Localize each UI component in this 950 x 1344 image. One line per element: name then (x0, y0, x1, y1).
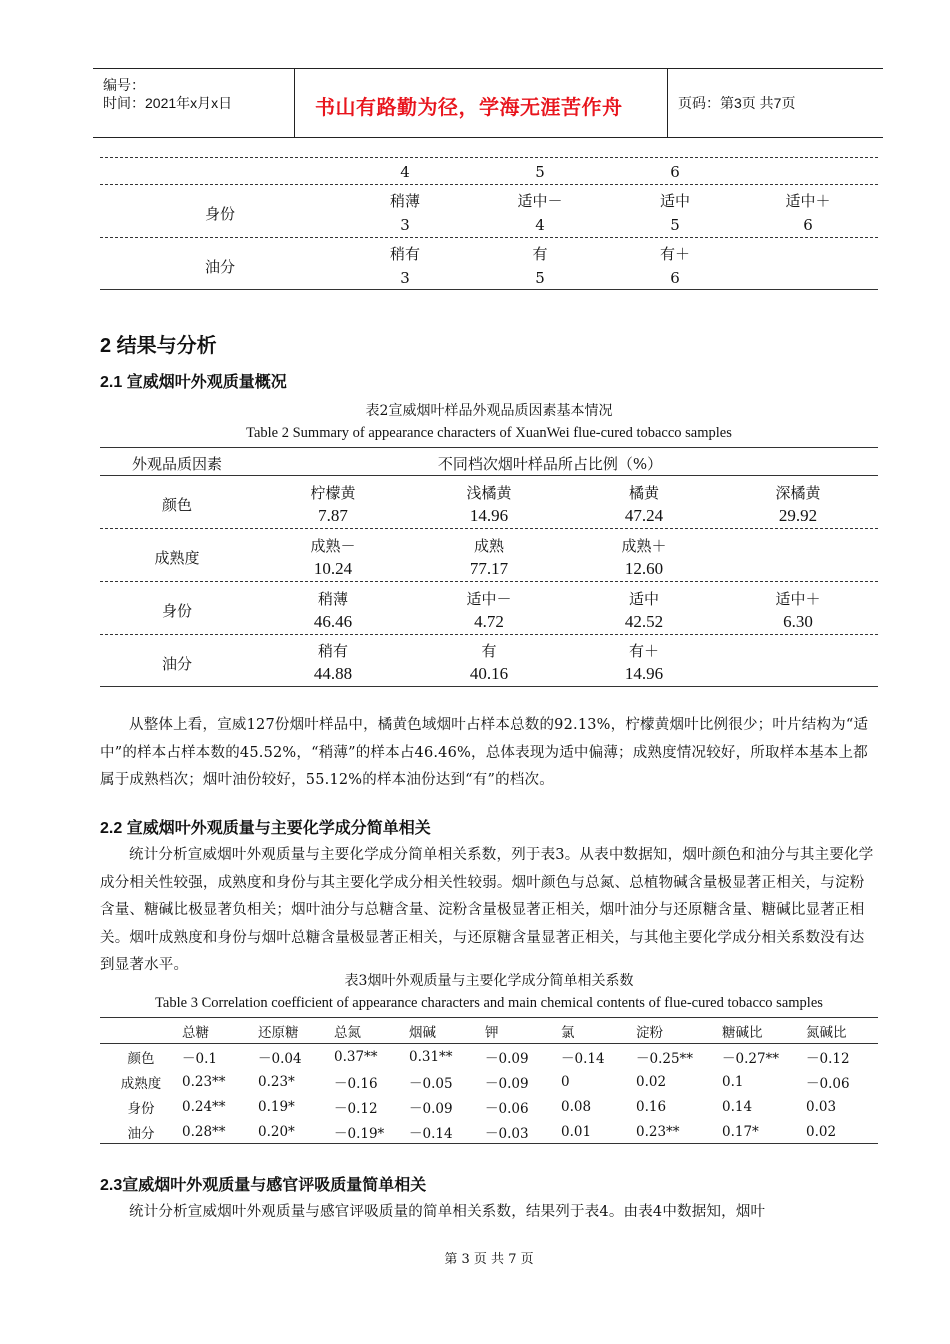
table-cell: 6 (803, 216, 813, 234)
page-header (93, 68, 883, 138)
header-page-cell (668, 69, 882, 137)
table-value: 77.17 (469, 559, 509, 578)
table-top-rule (100, 447, 878, 448)
table-cell: 成熟 (473, 537, 505, 555)
table-cell: 深橘黄 (775, 484, 821, 502)
table-cell: 成熟＋ (621, 537, 667, 555)
table-cell: 有 (532, 245, 548, 263)
table-cell: －0.25** (636, 1050, 694, 1067)
table-cell: 0.03 (806, 1098, 837, 1115)
table-cell: 5 (670, 216, 680, 234)
row-label: 油分 (161, 655, 193, 673)
table-cell: －0.06 (485, 1100, 529, 1117)
table-cell: 0.28** (182, 1123, 226, 1140)
table-cell: －0.06 (806, 1075, 850, 1092)
table-cell: 0.02 (806, 1123, 837, 1140)
table-cell: －0.12 (806, 1050, 850, 1067)
row-label: 颜色 (127, 1050, 155, 1067)
table-value: 29.92 (778, 506, 818, 525)
column-header: 烟碱 (409, 1024, 436, 1041)
correlation-table (100, 1018, 878, 1144)
table-caption-en: Table 3 Correlation coefficient of appearance characters and main chemical contents of flue-cured tobacco samples (155, 995, 823, 1011)
row-label: 油分 (204, 258, 236, 276)
table-header-row (100, 1018, 878, 1044)
table-divider (100, 237, 878, 238)
table-value: 12.60 (624, 559, 664, 578)
column-header: 总氮 (334, 1024, 361, 1041)
column-header: 氮碱比 (806, 1024, 847, 1041)
table-header-rule (100, 475, 878, 476)
row-label: 身份 (204, 205, 236, 223)
table-cell: 0.20* (258, 1123, 295, 1140)
table-cell: 有＋ (628, 642, 660, 660)
column-header: 总糖 (182, 1024, 209, 1041)
column-header: 糖碱比 (722, 1024, 763, 1041)
table-caption-en: Table 2 Summary of appearance characters of XuanWei flue-cured tobacco samples (246, 425, 732, 441)
table-cell: 浅橘黄 (466, 484, 512, 502)
table-cell: 0 (561, 1073, 570, 1090)
table-cell: 0.23* (258, 1073, 295, 1090)
table-row (100, 1094, 878, 1119)
table-cell: －0.04 (258, 1050, 302, 1067)
table-value: 14.96 (469, 506, 509, 525)
table-cell: －0.09 (409, 1100, 453, 1117)
table-cell: 0.08 (561, 1098, 592, 1115)
table-cell: 适中 (628, 590, 660, 608)
corner-cell (100, 1018, 182, 1044)
table-cell: 有 (481, 642, 497, 660)
row-label: 身份 (127, 1100, 155, 1117)
document-number-label: 编号： (103, 77, 145, 93)
body-paragraph: 统计分析宣威烟叶外观质量与主要化学成分简单相关系数，列于表3。从表中数据知，烟叶颜色和油分与其主要化学成分相关性较强，成熟度和身份与其主要化学成分相关性较弱。烟叶颜色与总氮、总植物碱含量极显著正相关，与淀粉含量、糖碱比极显著负相关；烟叶油分与总糖含量、淀粉含量极显著正相关，烟叶油分与还原糖含量、糖碱比显著正相关。烟叶成熟度和身份与烟叶总糖含量极显著正相关，与还原糖含量显著正相关，与其他主要化学成分相关系数没有达到显著水平。 (100, 847, 874, 973)
table-cell: －0.16 (334, 1075, 378, 1092)
column-header: 淀粉 (636, 1024, 663, 1041)
table-divider (100, 184, 878, 185)
table-cell: 4 (400, 163, 410, 181)
table-cell: 0.37** (334, 1048, 378, 1065)
table-cell: 适中－ (517, 192, 563, 210)
header-motto-cell (295, 69, 668, 137)
table-row (100, 1044, 878, 1070)
table-cell: 有＋ (659, 245, 691, 263)
table-cell: －0.09 (485, 1075, 529, 1092)
table-cell: 稍有 (389, 245, 421, 263)
table-cell: 稍有 (317, 642, 349, 660)
table-cell: －0.05 (409, 1075, 453, 1092)
column-header: 氯 (561, 1024, 575, 1041)
table-caption-cn: 表3烟叶外观质量与主要化学成分简单相关系数 (344, 973, 634, 989)
document-time-label: 时间：2021年x月x日 (103, 95, 233, 111)
table-cell: 柠檬黄 (310, 484, 356, 502)
table-cell: 稍薄 (317, 590, 349, 608)
table-value: 14.96 (624, 664, 664, 683)
subsection-heading: 2.2 宣威烟叶外观质量与主要化学成分简单相关 (100, 820, 431, 837)
table-cell: －0.19* (334, 1125, 385, 1142)
table-cell: 0.24** (182, 1098, 226, 1115)
table-cell: 稍薄 (389, 192, 421, 210)
table-divider (100, 157, 878, 158)
table-cell: －0.1 (182, 1050, 217, 1067)
column-header: 不同档次烟叶样品所占比例（%） (437, 455, 663, 473)
table-cell: 0.23** (636, 1123, 680, 1140)
table-cell: 0.16 (636, 1098, 667, 1115)
table-cell: －0.09 (485, 1050, 529, 1067)
table-cell: 6 (670, 269, 680, 287)
table-cell: 适中＋ (785, 192, 831, 210)
body-paragraph: 从整体上看，宣威127份烟叶样品中，橘黄色域烟叶占样本总数的92.13%，柠檬黄烟叶比例很少；叶片结构为“适中”的样本占样本数的45.52%，“稍薄”的样本占46.46%，总体表现为适中偏薄；成熟度情况较好，所取样本基本上都属于成熟档次；烟叶油份较好，55.12%的样本油份达到“有”的档次。 (100, 717, 869, 788)
table-cell: 橘黄 (628, 484, 660, 502)
table-cell: 0.02 (636, 1073, 667, 1090)
row-label: 颜色 (161, 496, 193, 514)
table-divider (100, 581, 878, 582)
row-label: 身份 (161, 602, 193, 620)
table-value: 4.72 (474, 612, 504, 631)
table-cell: 0.31** (409, 1048, 453, 1065)
section-heading: 2 结果与分析 (100, 335, 217, 357)
table-cell: －0.12 (334, 1100, 378, 1117)
table-cell: 适中－ (466, 590, 512, 608)
table-cell: 0.23** (182, 1073, 226, 1090)
table-cell: 0.1 (722, 1073, 744, 1090)
table-row (100, 1119, 878, 1144)
table-divider (100, 634, 878, 635)
table-cell: 0.01 (561, 1123, 592, 1140)
table-cell: 适中 (659, 192, 691, 210)
table-caption-cn: 表2宣威烟叶样品外观品质因素基本情况 (365, 403, 613, 419)
column-header: 还原糖 (258, 1024, 299, 1041)
table-cell: 4 (535, 216, 545, 234)
row-label: 成熟度 (120, 1075, 162, 1092)
table-value: 10.24 (313, 559, 353, 578)
subsection-heading: 2.3宣威烟叶外观质量与感官评吸质量简单相关 (100, 1177, 427, 1194)
body-paragraph: 统计分析宣威烟叶外观质量与感官评吸质量的简单相关系数，结果列于表4。由表4中数据知，烟叶 (129, 1204, 766, 1220)
table-cell: 5 (535, 163, 545, 181)
column-header: 外观品质因素 (131, 455, 223, 473)
table-cell: 3 (400, 216, 410, 234)
table-bottom-rule (100, 1143, 878, 1144)
header-page-label: 页码：第3页 共7页 (678, 95, 796, 111)
table-cell: 0.14 (722, 1098, 753, 1115)
header-meta (93, 69, 295, 137)
table-cell: 3 (400, 269, 410, 287)
row-label: 油分 (127, 1125, 155, 1142)
table-cell: 0.17* (722, 1123, 759, 1140)
table-cell: 5 (535, 269, 545, 287)
table-divider (100, 528, 878, 529)
table-cell: 成熟－ (310, 537, 356, 555)
table-cell: －0.14 (561, 1050, 605, 1067)
table-cell: 6 (670, 163, 680, 181)
table-cell: －0.27** (722, 1050, 780, 1067)
table-cell: 适中＋ (775, 590, 821, 608)
table-bottom-rule (100, 289, 878, 290)
table-value: 47.24 (624, 506, 664, 525)
table-value: 40.16 (469, 664, 509, 683)
table-value: 44.88 (313, 664, 353, 683)
table-bottom-rule (100, 686, 878, 687)
table-value: 46.46 (313, 612, 353, 631)
table-row (100, 1069, 878, 1094)
table-value: 6.30 (783, 612, 813, 631)
page-footer: 第 3 页 共 7 页 (444, 1252, 534, 1267)
header-motto: 书山有路勤为径，学海无涯苦作舟 (315, 97, 623, 119)
subsection-heading: 2.1 宣威烟叶外观质量概况 (100, 374, 287, 391)
table-value: 42.52 (624, 612, 664, 631)
table-value: 7.87 (318, 506, 348, 525)
column-header: 钾 (485, 1024, 499, 1041)
table-cell: －0.14 (409, 1125, 453, 1142)
table-cell: 0.19* (258, 1098, 295, 1115)
row-label: 成熟度 (154, 549, 200, 567)
table-cell: －0.03 (485, 1125, 529, 1142)
